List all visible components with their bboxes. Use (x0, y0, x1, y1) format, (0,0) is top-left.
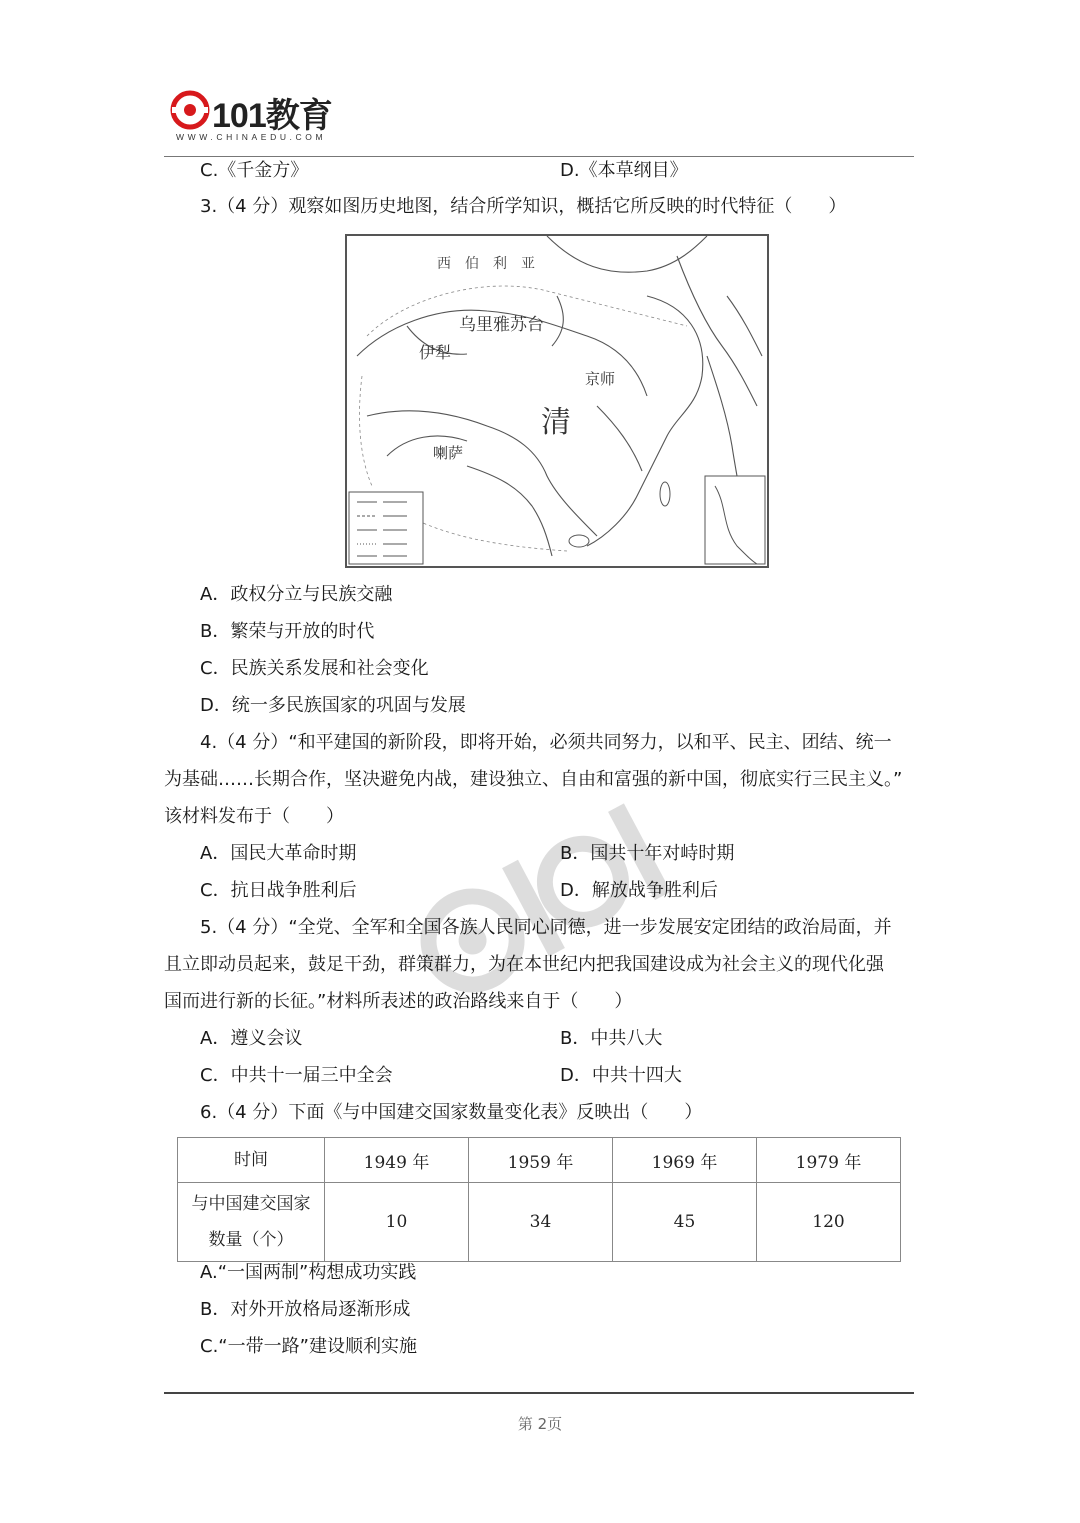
table-header-cell: 1949 年 (325, 1138, 469, 1183)
q3-option-c: C．民族关系发展和社会变化 (200, 658, 429, 679)
q4-option-c: C．抗日战争胜利后 (200, 880, 357, 901)
table-row (178, 1183, 901, 1262)
q5-option-d: D．中共十四大 (560, 1065, 682, 1086)
q6-option-b: B．对外开放格局逐渐形成 (200, 1299, 411, 1320)
q5-stem-line2: 且立即动员起来，鼓足干劲，群策群力，为在本世纪内把我国建设成为社会主义的现代化强 (164, 954, 884, 975)
table-header-row (178, 1138, 901, 1183)
brand-logo (170, 88, 350, 148)
logo-url: WWW.CHINAEDU.COM (176, 132, 327, 142)
table-header-cell: 1969 年 (613, 1138, 757, 1183)
q5-stem-line3: 国而进行新的长征。”材料所表述的政治路线来自于（ ） (164, 991, 633, 1012)
q5-option-c: C．中共十一届三中全会 (200, 1065, 393, 1086)
q4-stem-line3: 该材料发布于（ ） (164, 806, 344, 827)
q3-option-d: D．统一多民族国家的巩固与发展 (200, 695, 466, 716)
q5-option-a: A．遵义会议 (200, 1028, 303, 1049)
q3-option-b: B．繁荣与开放的时代 (200, 621, 375, 642)
row-label-line2: 数量（个） (208, 1230, 294, 1250)
map-label-ili: 伊犁 (419, 343, 452, 362)
q6-stem: 6.（4 分）下面《与中国建交国家数量变化表》反映出（ ） (200, 1102, 703, 1123)
q5-option-b: B．中共八大 (560, 1028, 663, 1049)
q4-stem-line2: 为基础……长期合作，坚决避免内战，建设独立、自由和富强的新中国，彻底实行三民主义。” (164, 769, 903, 790)
q6-option-a: A.“一国两制”构想成功实践 (200, 1262, 417, 1283)
q4-option-b: B．国共十年对峙时期 (560, 843, 735, 864)
map-label-siberia: 西 伯 利 亚 (437, 256, 535, 272)
q4-option-d: D．解放战争胜利后 (560, 880, 718, 901)
table-header-cell: 1979 年 (757, 1138, 901, 1183)
q6-option-c: C.“一带一路”建设顺利实施 (200, 1336, 417, 1357)
map-label-beijing: 京师 (585, 370, 616, 388)
q3-stem: 3.（4 分）观察如图历史地图，结合所学知识，概括它所反映的时代特征（ ） (200, 196, 847, 217)
table-row-label (178, 1183, 325, 1262)
table-header-cell: 1959 年 (469, 1138, 613, 1183)
q3-option-a: A．政权分立与民族交融 (200, 584, 393, 605)
map-label-uliastai: 乌里雅苏台 (459, 315, 544, 335)
table-cell: 120 (757, 1183, 901, 1262)
row-label-line1: 与中国建交国家 (191, 1194, 311, 1214)
map-label-lhasa: 喇萨 (433, 444, 464, 462)
header-rule (164, 156, 914, 157)
qing-map-drawing (347, 236, 767, 566)
historical-map (345, 234, 769, 568)
q4-option-a: A．国民大革命时期 (200, 843, 357, 864)
table-header-cell: 时间 (178, 1138, 325, 1183)
map-label-qing: 清 (541, 405, 571, 440)
logo-text: 101教育 (212, 97, 332, 135)
footer-rule (164, 1392, 914, 1394)
table-cell: 45 (613, 1183, 757, 1262)
logo-mark-icon (170, 90, 210, 130)
q4-stem-line1: 4.（4 分）“和平建国的新阶段，即将开始，必须共同努力，以和平、民主、团结、统一 (200, 732, 892, 753)
table-cell: 34 (469, 1183, 613, 1262)
q2-option-d: D.《本草纲目》 (560, 160, 688, 181)
page-number: 第 2页 (517, 1415, 563, 1433)
diplomatic-relations-table (177, 1137, 901, 1262)
table-cell: 10 (325, 1183, 469, 1262)
q5-stem-line1: 5.（4 分）“全党、全军和全国各族人民同心同德，进一步发展安定团结的政治局面，并 (200, 917, 892, 938)
q2-option-c: C.《千金方》 (200, 160, 309, 181)
